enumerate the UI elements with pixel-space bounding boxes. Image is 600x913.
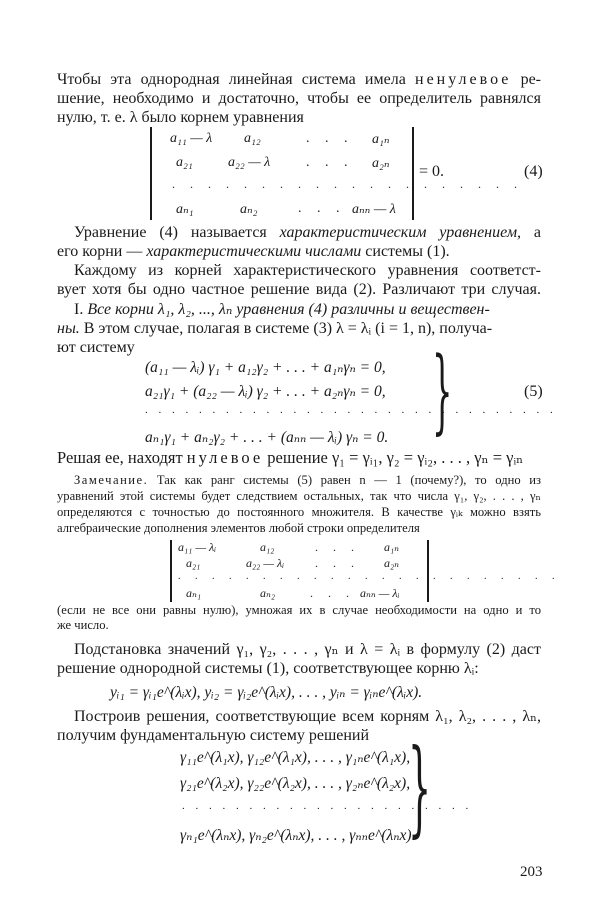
det-cell: a₂₂ — λᵢ (246, 556, 285, 570)
system5-row: (a₁₁ — λᵢ) γ₁ + a₁₂γ₂ + . . . + a₁ₙγₙ = 0, (145, 359, 386, 376)
case1-line2: ны. В этом случае, полагая в системе (3) λ = λᵢ (i = 1, n), получа- (57, 320, 493, 337)
fundamental-row: γ₁₁e^(λ₁x), γ₁₂e^(λ₁x), . . . , γ₁ₙe^(λ₁x), (180, 749, 411, 766)
det-cell: a₁₂ (244, 131, 261, 146)
case1-line1: I. Все корни λ₁, λ₂, ..., λₙ уравнения (4) различны и веществен- (74, 301, 490, 318)
subst-line1: Подстановка значений γ₁, γ₂, . . . , γₙ и λ = λᵢ в формулу (2) даст (74, 641, 541, 658)
para3-line2: вует хотя бы одно частное решение вида (2). Различают три случая. (57, 281, 541, 298)
det-left-bar (170, 540, 172, 602)
det-cell: . . . (306, 155, 354, 170)
det-right-bar (412, 127, 414, 220)
remark-line3: определяются с точностью до постоянного множителя. В качестве γᵢₖ можно взять (57, 505, 541, 519)
subst-formula: yᵢ₁ = γᵢ₁e^(λᵢx), yᵢ₂ = γᵢ₂e^(λᵢx), . . . , yᵢₙ = γᵢₙe^(λᵢx). (110, 684, 423, 701)
det-cell: a₁ₙ (384, 540, 400, 554)
equation-number-5: (5) (524, 383, 543, 400)
det-dots-row: . . . . . . . . . . . . . . . . . . . . (172, 177, 523, 191)
det-cell: . . . (315, 556, 360, 570)
remark-end-line1: (если не все они равны нулю), умножая их в случае необходимости на одно и то (57, 603, 541, 617)
det-cell: aₙ₁ (176, 202, 194, 217)
determinant-4 (150, 127, 523, 222)
det-cell: aₙ₂ (260, 586, 276, 600)
fundamental-brace: } (408, 726, 432, 848)
det-cell: a₁₂ (260, 540, 275, 554)
determinant-remark (170, 540, 561, 603)
equation-number-4: (4) (524, 163, 543, 180)
det-cell: aₙₙ — λᵢ (360, 586, 400, 600)
subst-line2: решение однородной системы (1), соответствующее корню λᵢ: (57, 660, 479, 677)
para3-line1: Каждому из корней характеристического уравнения соответст- (74, 262, 541, 279)
det-cell: a₁ₙ (372, 132, 390, 147)
remark-end-line2: же число. (57, 618, 109, 632)
system5-row: aₙ₁γ₁ + aₙ₂γ₂ + . . . + (aₙₙ — λᵢ) γₙ = 0. (145, 429, 389, 446)
det-cell: . . . (315, 540, 360, 554)
para1-line1: Чтобы эта однородная линейная система имела ненулевое ре- (57, 71, 542, 88)
para2-line2: его корни — характеристическими числами системы (1). (57, 243, 450, 260)
fundamental-row: γₙ₁e^(λₙx), γₙ₂e^(λₙx), . . . , γₙₙe^(λₙx). (180, 827, 416, 844)
det-left-bar (150, 127, 152, 220)
det-cell: . . . (306, 131, 354, 146)
system5-row: a₂₁γ₁ + (a₂₂ — λᵢ) γ₂ + . . . + a₂ₙγₙ = 0, (145, 383, 386, 400)
fundamental-dots-row: . . . . . . . . . . . . . . . . . . . . . . (182, 800, 473, 812)
det-cell: a₂ₙ (372, 156, 390, 171)
build-line2: получим фундаментальную систему решений (57, 727, 370, 744)
det-cell: a₂₁ (186, 556, 201, 570)
det-cell: . . . (298, 201, 346, 216)
system5-brace: } (432, 337, 453, 444)
page-number: 203 (520, 864, 543, 880)
case1-line3: ют систему (57, 339, 135, 356)
det-cell: a₂ₙ (384, 556, 400, 570)
remark-line2: уравнений этой системы будет следствием остальных, так что числа γ₁, γ₂, . . . , γₙ (57, 489, 541, 503)
build-line1: Построив решения, соответствующие всем корням λ₁, λ₂, . . . , λₙ, (74, 708, 541, 725)
para2-line1: Уравнение (4) называется характеристическим уравнением, а (74, 224, 541, 241)
det-cell: a₂₂ — λ (228, 155, 271, 170)
det-cell: a₁₁ — λ (170, 131, 213, 146)
system5-dots-row: . . . . . . . . . . . . . . . . . . . . . . . . . . . . . . . (145, 404, 557, 416)
det-cell: aₙₙ — λ (352, 202, 396, 217)
det-rhs: = 0. (419, 163, 445, 180)
det-cell: . . . (310, 586, 355, 600)
emphasized-word: ненулевое (415, 71, 512, 88)
det-cell: aₙ₁ (186, 586, 202, 600)
det-cell: a₂₁ (176, 155, 193, 170)
det-dots-row: . . . . . . . . . . . . . . . . . . . . . . . (178, 571, 561, 582)
para1-line2: шение, необходимо и достаточно, чтобы ее определитель равнялся (57, 90, 541, 107)
solving-line: Решая ее, находят нулевое решение γ₁ = γᵢ₁, γ₂ = γᵢ₂, . . . , γₙ = γᵢₙ (57, 448, 524, 467)
det-cell: a₁₁ — λᵢ (178, 540, 217, 554)
remark-line4: алгебраические дополнения элементов любой строки определителя (57, 521, 420, 535)
remark-line1: Замечание. Так как ранг системы (5) равен n — 1 (почему?), то одно из (74, 473, 541, 487)
det-cell: aₙ₂ (240, 202, 258, 217)
fundamental-row: γ₂₁e^(λ₂x), γ₂₂e^(λ₂x), . . . , γ₂ₙe^(λ₂x), (180, 775, 411, 792)
para1-line3: нулю, т. е. λ было корнем уравнения (57, 109, 304, 126)
